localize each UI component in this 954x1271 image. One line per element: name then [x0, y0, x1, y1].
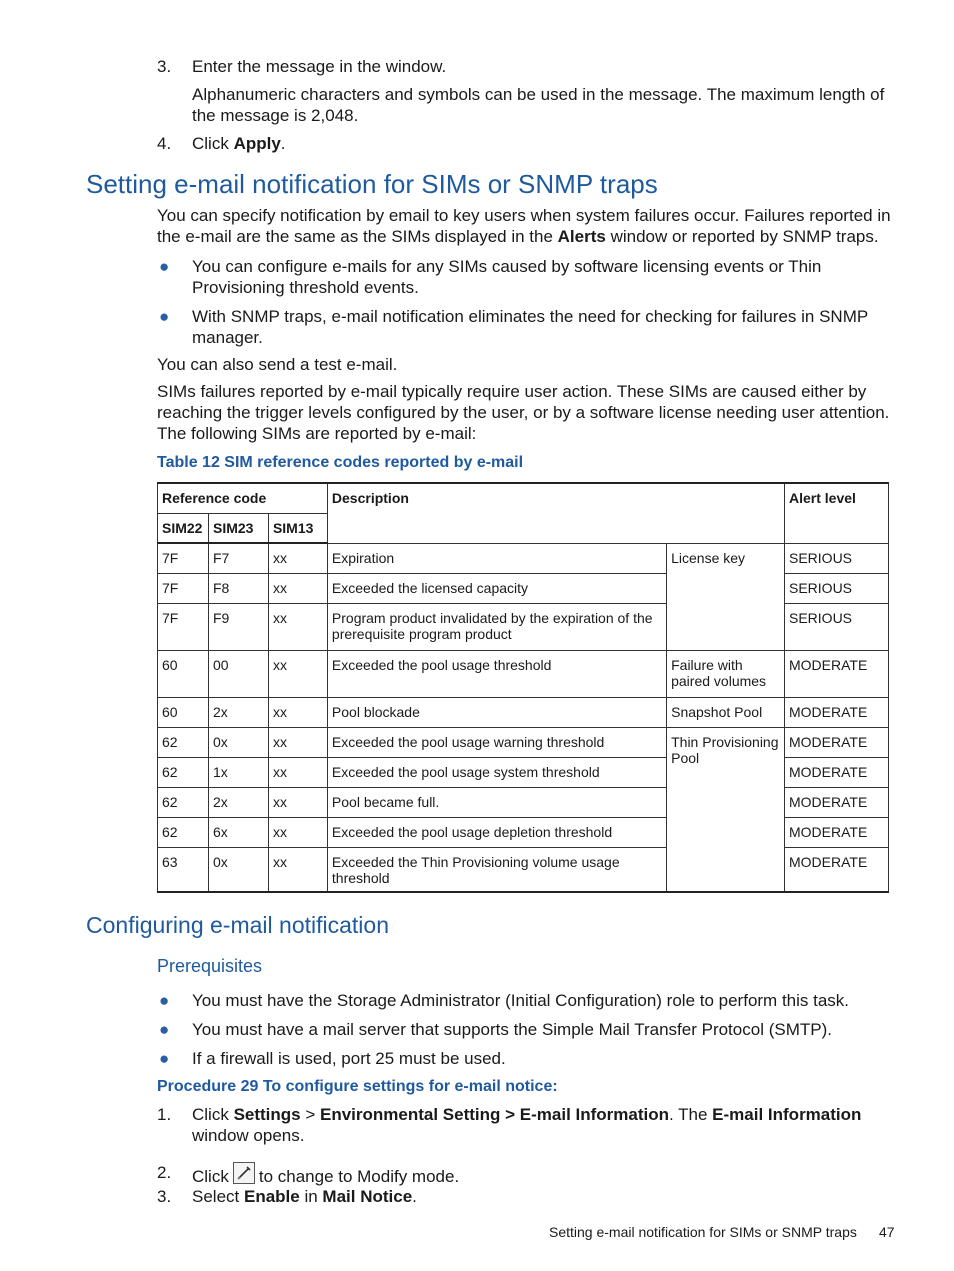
page-number: 47 [879, 1224, 895, 1240]
cell-sim23: 0x [208, 847, 268, 892]
step-text-part: Click [192, 1167, 229, 1186]
cell-sim22: 60 [158, 697, 209, 727]
apply-label: Apply [233, 134, 281, 153]
step-text-part: . The [669, 1105, 713, 1124]
cell-alert: MODERATE [785, 787, 889, 817]
header-sim23: SIM23 [208, 513, 268, 543]
cell-description: Expiration [327, 543, 666, 573]
cell-group-snapshot-pool: Snapshot Pool [667, 697, 785, 727]
step-text-part: Click [192, 1105, 234, 1124]
bullet-text: You can configure e-mails for any SIMs caused by software licensing events or Thin Provisioning threshold events. [192, 257, 822, 297]
bullet-text: If a firewall is used, port 25 must be used. [192, 1049, 506, 1068]
prerequisites-title: Prerequisites [157, 956, 263, 976]
cell-sim13: xx [268, 697, 327, 727]
settings-label: Settings [233, 1105, 301, 1124]
cell-alert: MODERATE [785, 817, 889, 847]
cell-description: Exceeded the pool usage system threshold [327, 757, 666, 787]
cell-sim13: xx [268, 757, 327, 787]
table-row [158, 697, 889, 727]
header-reference-code: Reference code [158, 483, 328, 513]
cell-sim22: 62 [158, 817, 209, 847]
cell-description: Program product invalidated by the expiration of the prerequisite program product [327, 603, 666, 650]
table-row [158, 727, 889, 757]
cell-group-failure-paired: Failure with paired volumes [667, 650, 785, 697]
header-alert-level: Alert level [785, 483, 889, 543]
step-text [192, 1162, 897, 1187]
step-number: 1. [157, 1105, 172, 1124]
test-email-paragraph: You can also send a test e-mail. [157, 355, 398, 374]
step-note: Alphanumeric characters and symbols can be used in the message. The maximum length of the message is 2,048. [192, 85, 885, 125]
step-number: 4. [157, 134, 172, 153]
bullet-icon: ● [159, 991, 170, 1010]
step-text-part: > [300, 1105, 320, 1124]
cell-alert: MODERATE [785, 757, 889, 787]
cell-sim23: 00 [208, 650, 268, 697]
step-number: 3. [157, 1187, 172, 1206]
step-text [192, 1104, 892, 1146]
environmental-setting-label: Environmental Setting > E-mail Information [320, 1105, 670, 1124]
cell-alert: MODERATE [785, 650, 889, 697]
cell-alert: MODERATE [785, 727, 889, 757]
footer-title: Setting e-mail notification for SIMs or SNMP traps [549, 1224, 857, 1240]
table-row [158, 650, 889, 697]
cell-sim22: 7F [158, 543, 209, 573]
cell-sim13: xx [268, 727, 327, 757]
cell-description: Exceeded the pool usage threshold [327, 650, 666, 697]
bullet-text: You must have a mail server that supports the Simple Mail Transfer Protocol (SMTP). [192, 1020, 832, 1039]
header-sim13: SIM13 [268, 513, 327, 543]
cell-alert: SERIOUS [785, 603, 889, 650]
cell-alert: MODERATE [785, 697, 889, 727]
cell-group-license-key: License key [667, 543, 785, 650]
bullet-text: With SNMP traps, e-mail notification eliminates the need for checking for failures in SNMP manager. [192, 307, 868, 347]
cell-sim13: xx [268, 650, 327, 697]
bullet-icon: ● [159, 1020, 170, 1039]
step-text: Enter the message in the window. [192, 57, 447, 76]
intro-paragraph [157, 205, 899, 247]
mail-notice-label: Mail Notice [322, 1187, 413, 1206]
procedure-title: Procedure 29 To configure settings for e-mail notice: [157, 1078, 558, 1095]
cell-sim23: F7 [208, 543, 268, 573]
cell-sim13: xx [268, 543, 327, 573]
cell-alert: SERIOUS [785, 543, 889, 573]
sims-paragraph: SIMs failures reported by e-mail typically require user action. These SIMs are caused either by reaching the trigger levels configured by the user, or by a software license needing user attention. The following SIMs are reported by e-mail: [157, 382, 890, 443]
cell-alert: MODERATE [785, 847, 889, 892]
step-text [192, 1186, 897, 1207]
bullet-icon: ● [159, 257, 170, 276]
cell-sim22: 62 [158, 757, 209, 787]
step-text-suffix: . [280, 134, 286, 153]
enable-label: Enable [243, 1187, 300, 1206]
subsection-title: Configuring e-mail notification [86, 912, 389, 938]
table-caption: Table 12 SIM reference codes reported by e-mail [157, 454, 524, 471]
section-title: Setting e-mail notification for SIMs or SNMP traps [86, 169, 658, 199]
cell-description: Pool became full. [327, 787, 666, 817]
table-row [158, 543, 889, 573]
intro-part2: window or reported by SNMP traps. [605, 227, 879, 246]
cell-description: Exceeded the pool usage warning threshold [327, 727, 666, 757]
cell-sim22: 7F [158, 603, 209, 650]
cell-sim13: xx [268, 817, 327, 847]
cell-sim13: xx [268, 847, 327, 892]
email-information-label: E-mail Information [712, 1105, 862, 1124]
modify-pencil-icon [233, 1162, 255, 1184]
cell-description: Exceeded the pool usage depletion threshold [327, 817, 666, 847]
step-number: 2. [157, 1163, 172, 1182]
cell-sim23: 2x [208, 697, 268, 727]
header-sim22: SIM22 [158, 513, 209, 543]
step-text-prefix: Click [192, 134, 234, 153]
intro-part1: You can specify notification by email to key users when system failures occur. Failures reported in the e-mail are the same as the SIMs displayed in the [157, 206, 891, 246]
cell-description: Exceeded the Thin Provisioning volume usage threshold [327, 847, 666, 892]
cell-sim23: F9 [208, 603, 268, 650]
cell-sim23: 1x [208, 757, 268, 787]
cell-sim22: 7F [158, 573, 209, 603]
bullet-text: You must have the Storage Administrator (Initial Configuration) role to perform this task. [192, 991, 850, 1010]
cell-sim23: 0x [208, 727, 268, 757]
cell-alert: SERIOUS [785, 573, 889, 603]
step-text [192, 133, 897, 154]
cell-sim22: 62 [158, 787, 209, 817]
header-description: Description [327, 483, 784, 543]
cell-sim23: 6x [208, 817, 268, 847]
bullet-icon: ● [159, 1049, 170, 1068]
cell-sim23: F8 [208, 573, 268, 603]
cell-description: Exceeded the licensed capacity [327, 573, 666, 603]
cell-sim13: xx [268, 573, 327, 603]
sim-reference-table [157, 482, 889, 893]
bullet-icon: ● [159, 307, 170, 326]
cell-sim23: 2x [208, 787, 268, 817]
cell-sim22: 63 [158, 847, 209, 892]
step-text-part: to change to Modify mode. [258, 1167, 460, 1186]
cell-sim22: 60 [158, 650, 209, 697]
step-text-part: . [412, 1187, 417, 1206]
cell-sim22: 62 [158, 727, 209, 757]
cell-sim13: xx [268, 787, 327, 817]
step-text-part: Select [192, 1187, 244, 1206]
cell-group-thin-pool: Thin Provisioning Pool [667, 727, 785, 892]
cell-sim13: xx [268, 603, 327, 650]
step-text-part: in [299, 1187, 323, 1206]
cell-description: Pool blockade [327, 697, 666, 727]
alerts-label: Alerts [557, 227, 606, 246]
step-text-part: window opens. [192, 1126, 305, 1145]
step-number: 3. [157, 57, 172, 76]
